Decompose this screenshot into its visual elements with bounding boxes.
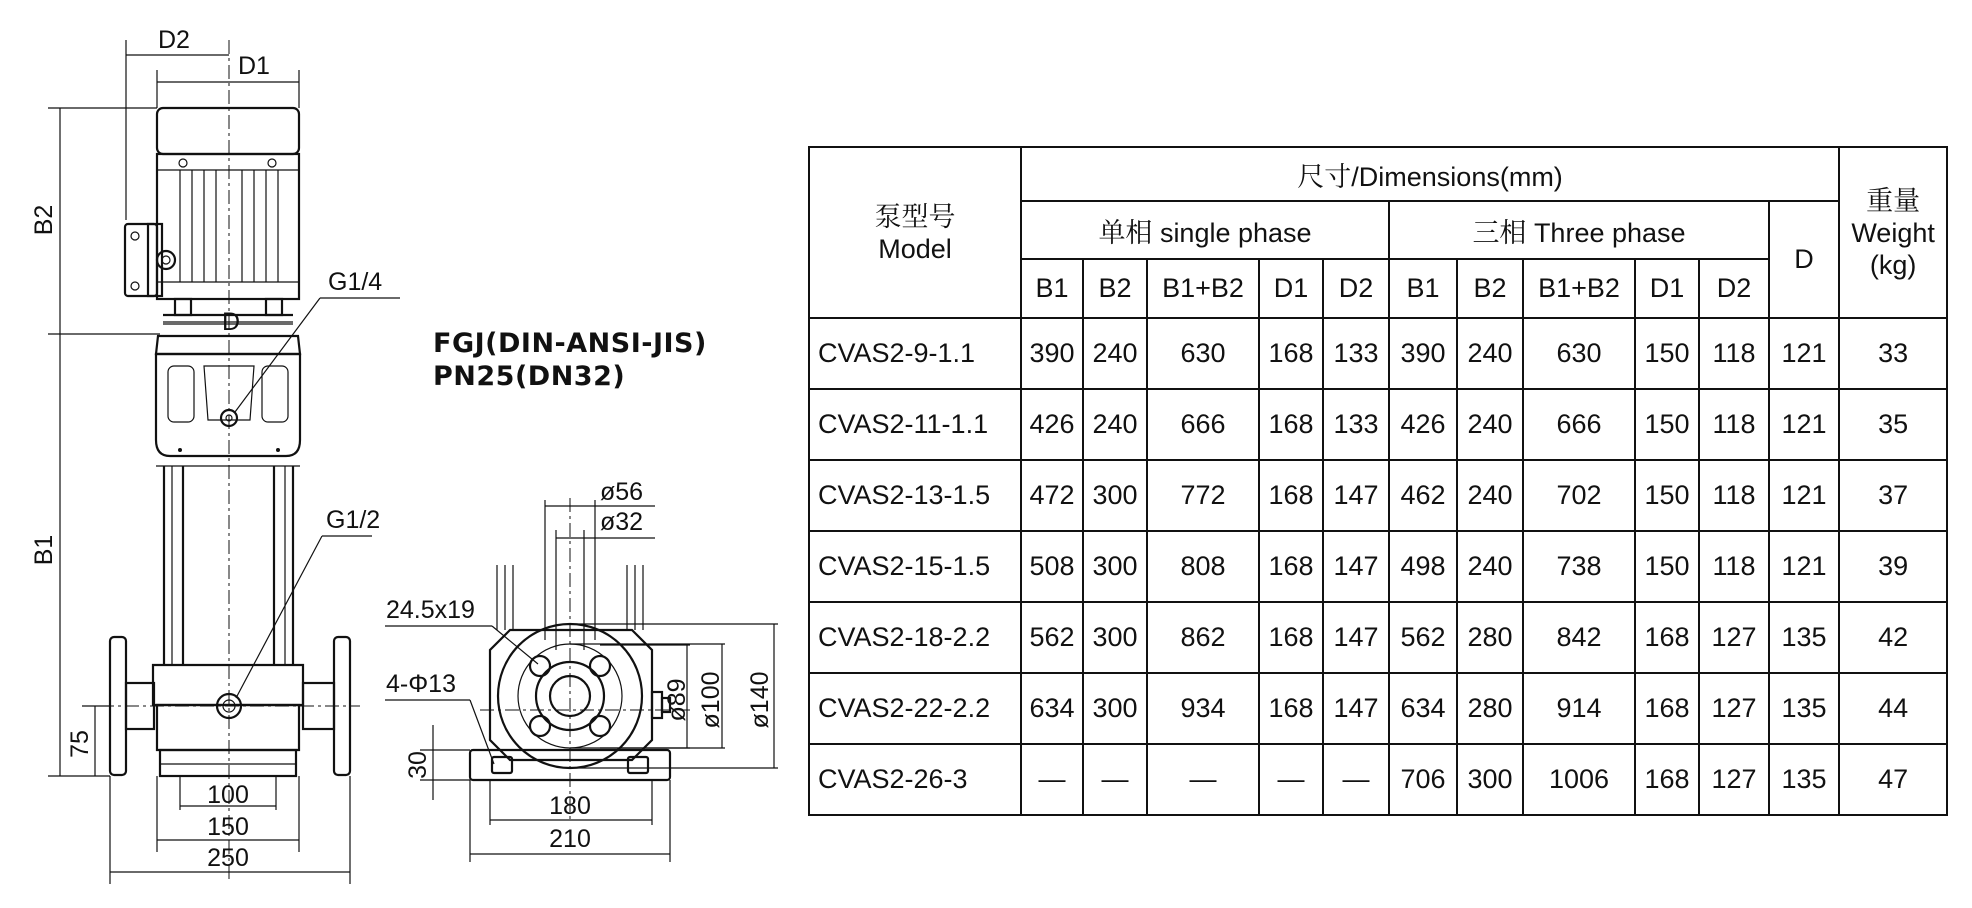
sub-header-cell: D2 (1699, 259, 1769, 318)
sub-header-cell: B2 (1083, 259, 1147, 318)
table-row (809, 318, 1947, 389)
value-cell: 280 (1457, 602, 1523, 673)
value-cell: 118 (1699, 531, 1769, 602)
value-cell: 240 (1457, 460, 1523, 531)
value-cell: 133 (1323, 318, 1389, 389)
value-cell: 240 (1457, 531, 1523, 602)
value-cell: 240 (1457, 318, 1523, 389)
model-cell: CVAS2-15-1.5 (809, 531, 1021, 602)
value-cell: 390 (1021, 318, 1083, 389)
value-cell: 33 (1839, 318, 1947, 389)
value-cell: — (1323, 744, 1389, 815)
model-cell: CVAS2-18-2.2 (809, 602, 1021, 673)
table-row (809, 389, 1947, 460)
value-cell: 842 (1523, 602, 1635, 673)
dim-b2-label: B2 (30, 204, 58, 236)
value-cell: 47 (1839, 744, 1947, 815)
value-cell: 168 (1635, 602, 1699, 673)
dim-phi100-label: ø100 (697, 671, 725, 729)
d-header: D (1769, 201, 1839, 318)
value-cell: 240 (1083, 389, 1147, 460)
value-cell: 168 (1259, 673, 1323, 744)
value-cell: 168 (1259, 531, 1323, 602)
value-cell: 240 (1083, 318, 1147, 389)
value-cell: — (1259, 744, 1323, 815)
slot-label: 24.5x19 (386, 596, 475, 624)
sub-header-cell: B1 (1021, 259, 1083, 318)
value-cell: 135 (1769, 673, 1839, 744)
value-cell: — (1021, 744, 1083, 815)
value-cell: 44 (1839, 673, 1947, 744)
sub-header-cell: B1+B2 (1523, 259, 1635, 318)
value-cell: 168 (1635, 744, 1699, 815)
weight-header (1839, 147, 1947, 318)
value-cell: 135 (1769, 602, 1839, 673)
value-cell: 666 (1147, 389, 1259, 460)
sub-header-cell: D1 (1259, 259, 1323, 318)
model-header (809, 147, 1021, 318)
value-cell: 168 (1259, 460, 1323, 531)
value-cell: 508 (1021, 531, 1083, 602)
three-phase-header: 三相 Three phase (1389, 201, 1769, 259)
table-row (809, 744, 1947, 815)
pump-base-view (470, 498, 690, 820)
flange-standard-note (433, 327, 707, 393)
model-cell: CVAS2-22-2.2 (809, 673, 1021, 744)
single-phase-header: 单相 single phase (1021, 201, 1389, 259)
value-cell: 562 (1021, 602, 1083, 673)
dim-180-label: 180 (549, 792, 591, 820)
flange-standard-line1: FGJ(DIN-ANSI-JIS) (433, 328, 707, 359)
model-cell: CVAS2-26-3 (809, 744, 1021, 815)
weight-header-cn: 重量 (1866, 185, 1921, 216)
table-body (809, 318, 1947, 815)
value-cell: 121 (1769, 531, 1839, 602)
dim-b1-label: B1 (30, 534, 58, 566)
value-cell: 240 (1457, 389, 1523, 460)
value-cell: 39 (1839, 531, 1947, 602)
value-cell: 300 (1083, 531, 1147, 602)
flange-standard-line2: PN25(DN32) (433, 361, 626, 392)
value-cell: 118 (1699, 318, 1769, 389)
sub-header-cell: B1 (1389, 259, 1457, 318)
value-cell: 300 (1083, 602, 1147, 673)
value-cell: 150 (1635, 318, 1699, 389)
value-cell: 808 (1147, 531, 1259, 602)
value-cell: 472 (1021, 460, 1083, 531)
model-header-cn: 泵型号 (874, 201, 956, 232)
sub-header-cell: D2 (1323, 259, 1389, 318)
dim-phi32-label: ø32 (600, 508, 644, 536)
value-cell: 630 (1147, 318, 1259, 389)
value-cell: 630 (1523, 318, 1635, 389)
value-cell: 35 (1839, 389, 1947, 460)
value-cell: 118 (1699, 460, 1769, 531)
dim-100-label: 100 (207, 781, 249, 809)
value-cell: 168 (1259, 318, 1323, 389)
value-cell: 300 (1457, 744, 1523, 815)
value-cell: 118 (1699, 389, 1769, 460)
table-row (809, 531, 1947, 602)
value-cell: 147 (1323, 460, 1389, 531)
value-cell: 37 (1839, 460, 1947, 531)
model-cell: CVAS2-9-1.1 (809, 318, 1021, 389)
dim-210-label: 210 (549, 825, 591, 853)
value-cell: 168 (1635, 673, 1699, 744)
value-cell: 127 (1699, 744, 1769, 815)
g12-label: G1/2 (326, 506, 381, 534)
pump-dimension-drawing (0, 0, 800, 908)
model-cell: CVAS2-11-1.1 (809, 389, 1021, 460)
table-row (809, 673, 1947, 744)
weight-header-unit: (kg) (1869, 249, 1917, 280)
value-cell: 426 (1021, 389, 1083, 460)
table-row (809, 602, 1947, 673)
value-cell: 150 (1635, 531, 1699, 602)
value-cell: 862 (1147, 602, 1259, 673)
value-cell: 168 (1259, 602, 1323, 673)
value-cell: 121 (1769, 318, 1839, 389)
holes-label: 4-Φ13 (386, 670, 456, 698)
value-cell: 390 (1389, 318, 1457, 389)
model-cell: CVAS2-13-1.5 (809, 460, 1021, 531)
value-cell: 562 (1389, 602, 1457, 673)
weight-header-en: Weight (1851, 217, 1935, 248)
value-cell: 150 (1635, 389, 1699, 460)
dim-250-label: 250 (207, 844, 249, 872)
dim-phi89-label: ø89 (663, 678, 691, 722)
pump-side-view (100, 40, 360, 880)
value-cell: 121 (1769, 460, 1839, 531)
dim-75-label: 75 (66, 730, 94, 758)
dim-phi140-label: ø140 (746, 671, 774, 729)
value-cell: 934 (1147, 673, 1259, 744)
value-cell: 147 (1323, 602, 1389, 673)
dim-phi56-label: ø56 (600, 478, 644, 506)
value-cell: 121 (1769, 389, 1839, 460)
dimensions-header: 尺寸/Dimensions(mm) (1021, 147, 1839, 201)
value-cell: 914 (1523, 673, 1635, 744)
base-view-dimensions (385, 478, 778, 862)
value-cell: 772 (1147, 460, 1259, 531)
value-cell: 135 (1769, 744, 1839, 815)
value-cell: 127 (1699, 673, 1769, 744)
value-cell: 462 (1389, 460, 1457, 531)
value-cell: 150 (1635, 460, 1699, 531)
value-cell: 300 (1083, 460, 1147, 531)
dim-30-label: 30 (404, 751, 432, 779)
value-cell: — (1083, 744, 1147, 815)
model-header-en: Model (878, 233, 952, 264)
value-cell: 1006 (1523, 744, 1635, 815)
value-cell: 280 (1457, 673, 1523, 744)
value-cell: 147 (1323, 673, 1389, 744)
value-cell: 706 (1389, 744, 1457, 815)
dim-150-label: 150 (207, 813, 249, 841)
g14-label: G1/4 (328, 268, 383, 296)
value-cell: 42 (1839, 602, 1947, 673)
dimensions-table (808, 146, 1948, 816)
dim-d2-label: D2 (158, 26, 190, 54)
value-cell: 738 (1523, 531, 1635, 602)
value-cell: 127 (1699, 602, 1769, 673)
dim-d-label: D (222, 308, 241, 336)
value-cell: 702 (1523, 460, 1635, 531)
dim-d1-label: D1 (238, 52, 270, 80)
value-cell: — (1147, 744, 1259, 815)
value-cell: 666 (1523, 389, 1635, 460)
value-cell: 498 (1389, 531, 1457, 602)
table-row (809, 460, 1947, 531)
value-cell: 300 (1083, 673, 1147, 744)
sub-header-cell: B2 (1457, 259, 1523, 318)
value-cell: 147 (1323, 531, 1389, 602)
sub-header-cell: D1 (1635, 259, 1699, 318)
sub-header-cell: B1+B2 (1147, 259, 1259, 318)
value-cell: 133 (1323, 389, 1389, 460)
value-cell: 634 (1021, 673, 1083, 744)
value-cell: 426 (1389, 389, 1457, 460)
value-cell: 168 (1259, 389, 1323, 460)
value-cell: 634 (1389, 673, 1457, 744)
